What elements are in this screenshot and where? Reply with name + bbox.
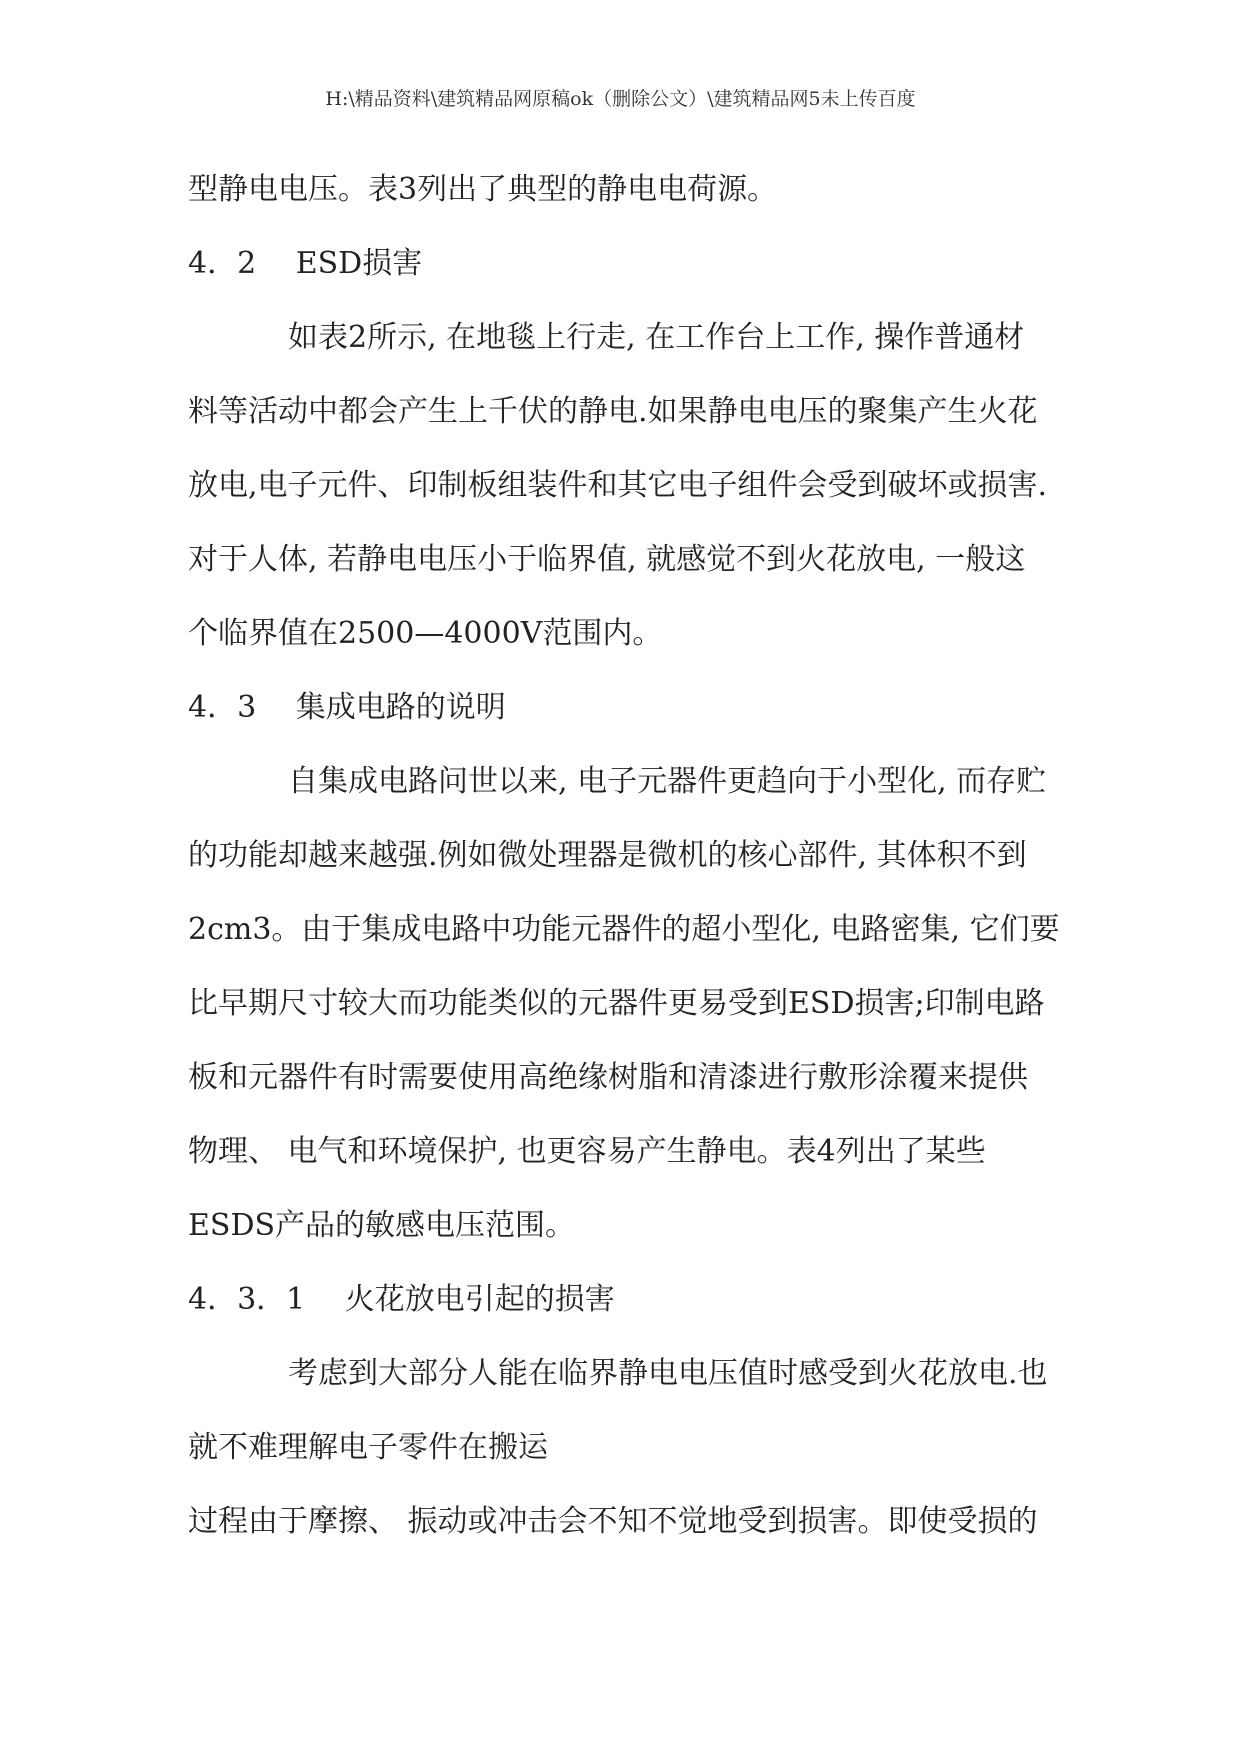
section-heading-4-2: 4．2 ESD损害: [188, 246, 423, 281]
paragraph-line: 的功能却越来越强.例如微处理器是微机的核心部件, 其体积不到: [188, 838, 1027, 873]
paragraph-line: 过程由于摩擦、 振动或冲击会不知不觉地受到损害。即使受损的: [188, 1504, 1038, 1539]
paragraph-line: 自集成电路问世以来, 电子元器件更趋向于小型化, 而存贮: [288, 764, 1047, 799]
paragraph-line: 考虑到大部分人能在临界静电电压值时感受到火花放电.也: [288, 1356, 1048, 1391]
paragraph-line: 个临界值在2500—4000V范围内。: [188, 616, 663, 651]
paragraph-line: 放电,电子元件、印制板组装件和其它电子组件会受到破坏或损害.: [188, 468, 1048, 503]
paragraph-line: 料等活动中都会产生上千伏的静电.如果静电电压的聚集产生火花: [188, 394, 1038, 429]
paragraph-line: 如表2所示, 在地毯上行走, 在工作台上工作, 操作普通材: [288, 320, 1025, 355]
section-heading-4-3: 4．3 集成电路的说明: [188, 690, 506, 725]
paragraph-line: ESDS产品的敏感电压范围。: [188, 1208, 576, 1243]
paragraph-line: 就不难理解电子零件在搬运: [188, 1430, 548, 1465]
file-path-header: H:\精品资料\建筑精品网原稿ok（删除公文）\建筑精品网5未上传百度: [325, 88, 916, 110]
paragraph-line: 型静电电压。表3列出了典型的静电电荷源。: [188, 172, 778, 207]
section-heading-4-3-1: 4．3．1 火花放电引起的损害: [188, 1282, 615, 1317]
paragraph-line: 物理、 电气和环境保护, 也更容易产生静电。表4列出了某些: [188, 1134, 986, 1169]
paragraph-line: 对于人体, 若静电电压小于临界值, 就感觉不到火花放电, 一般这: [188, 542, 1026, 577]
paragraph-line: 板和元器件有时需要使用高绝缘树脂和清漆进行敷形涂覆来提供: [188, 1060, 1028, 1095]
paragraph-line: 比早期尺寸较大而功能类似的元器件更易受到ESD损害;印制电路: [188, 986, 1045, 1021]
paragraph-line: 2cm3。由于集成电路中功能元器件的超小型化, 电路密集, 它们要: [188, 912, 1060, 947]
